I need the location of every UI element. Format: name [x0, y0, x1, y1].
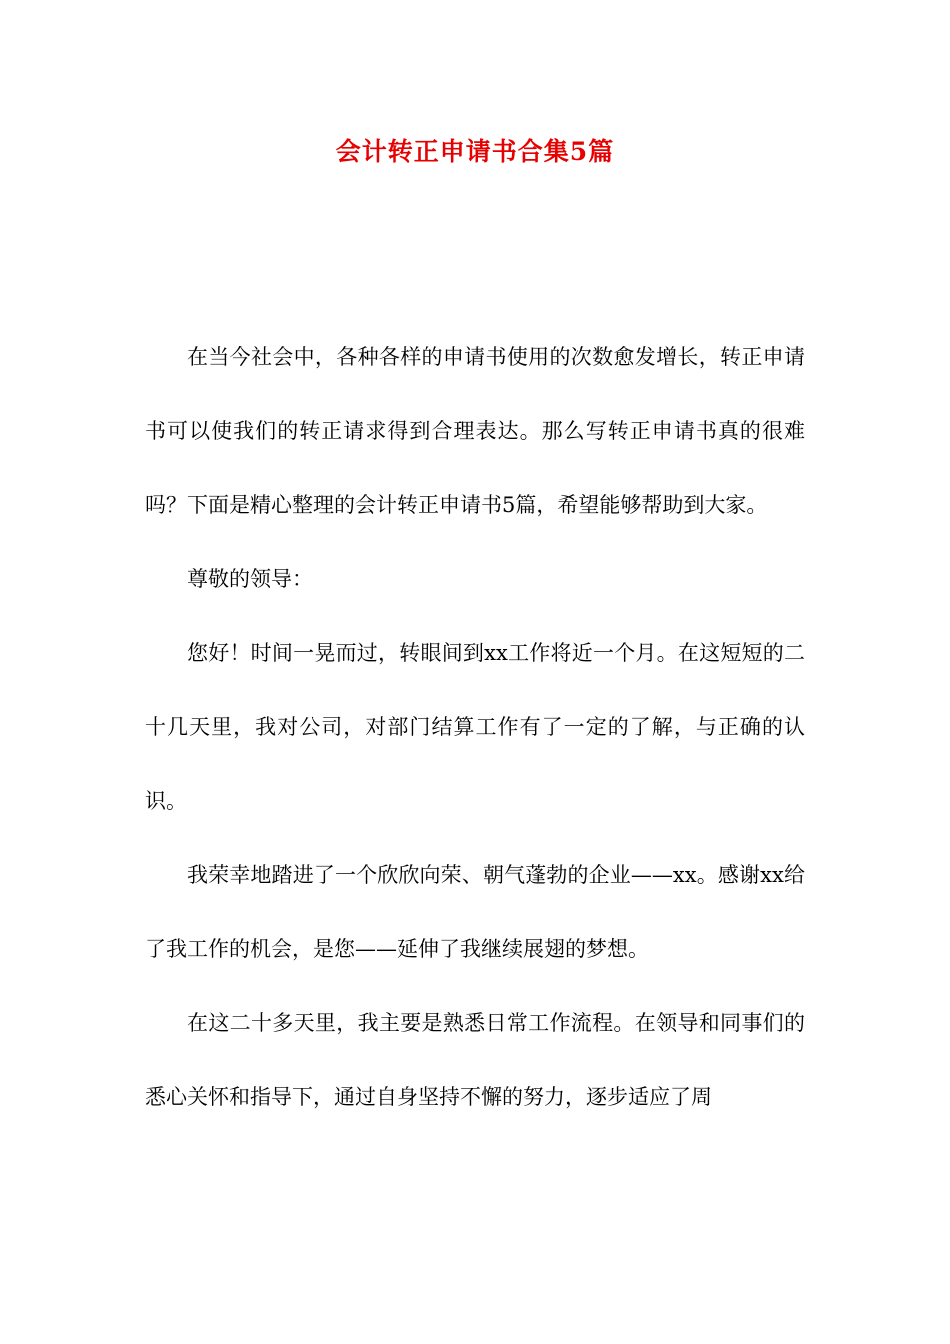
document-title: 会计转正申请书合集5篇	[335, 137, 615, 166]
paragraph-salutation: 尊敬的领导：	[187, 567, 313, 591]
paragraph-greeting: 您好！时间一晃而过，转眼间到xx工作将近一个月。在这短短的二十几天里，我对公司，对部门结算工作有了一定的了解，与正确的认识。	[145, 641, 805, 813]
paragraph-gratitude: 我荣幸地踏进了一个欣欣向荣、朝气蓬勃的企业——xx。感谢xx给了我工作的机会，是您——延伸了我继续展翅的梦想。	[145, 863, 805, 961]
paragraph-intro: 在当今社会中，各种各样的申请书使用的次数愈发增长，转正申请书可以使我们的转正请求得到合理表达。那么写转正申请书真的很难吗？下面是精心整理的会计转正申请书5篇，希望能够帮助到大家。	[145, 345, 805, 517]
document-body	[145, 320, 805, 1134]
paragraph-work-summary: 在这二十多天里，我主要是熟悉日常工作流程。在领导和同事们的悉心关怀和指导下，通过自身坚持不懈的努力，逐步适应了周	[145, 1011, 805, 1109]
